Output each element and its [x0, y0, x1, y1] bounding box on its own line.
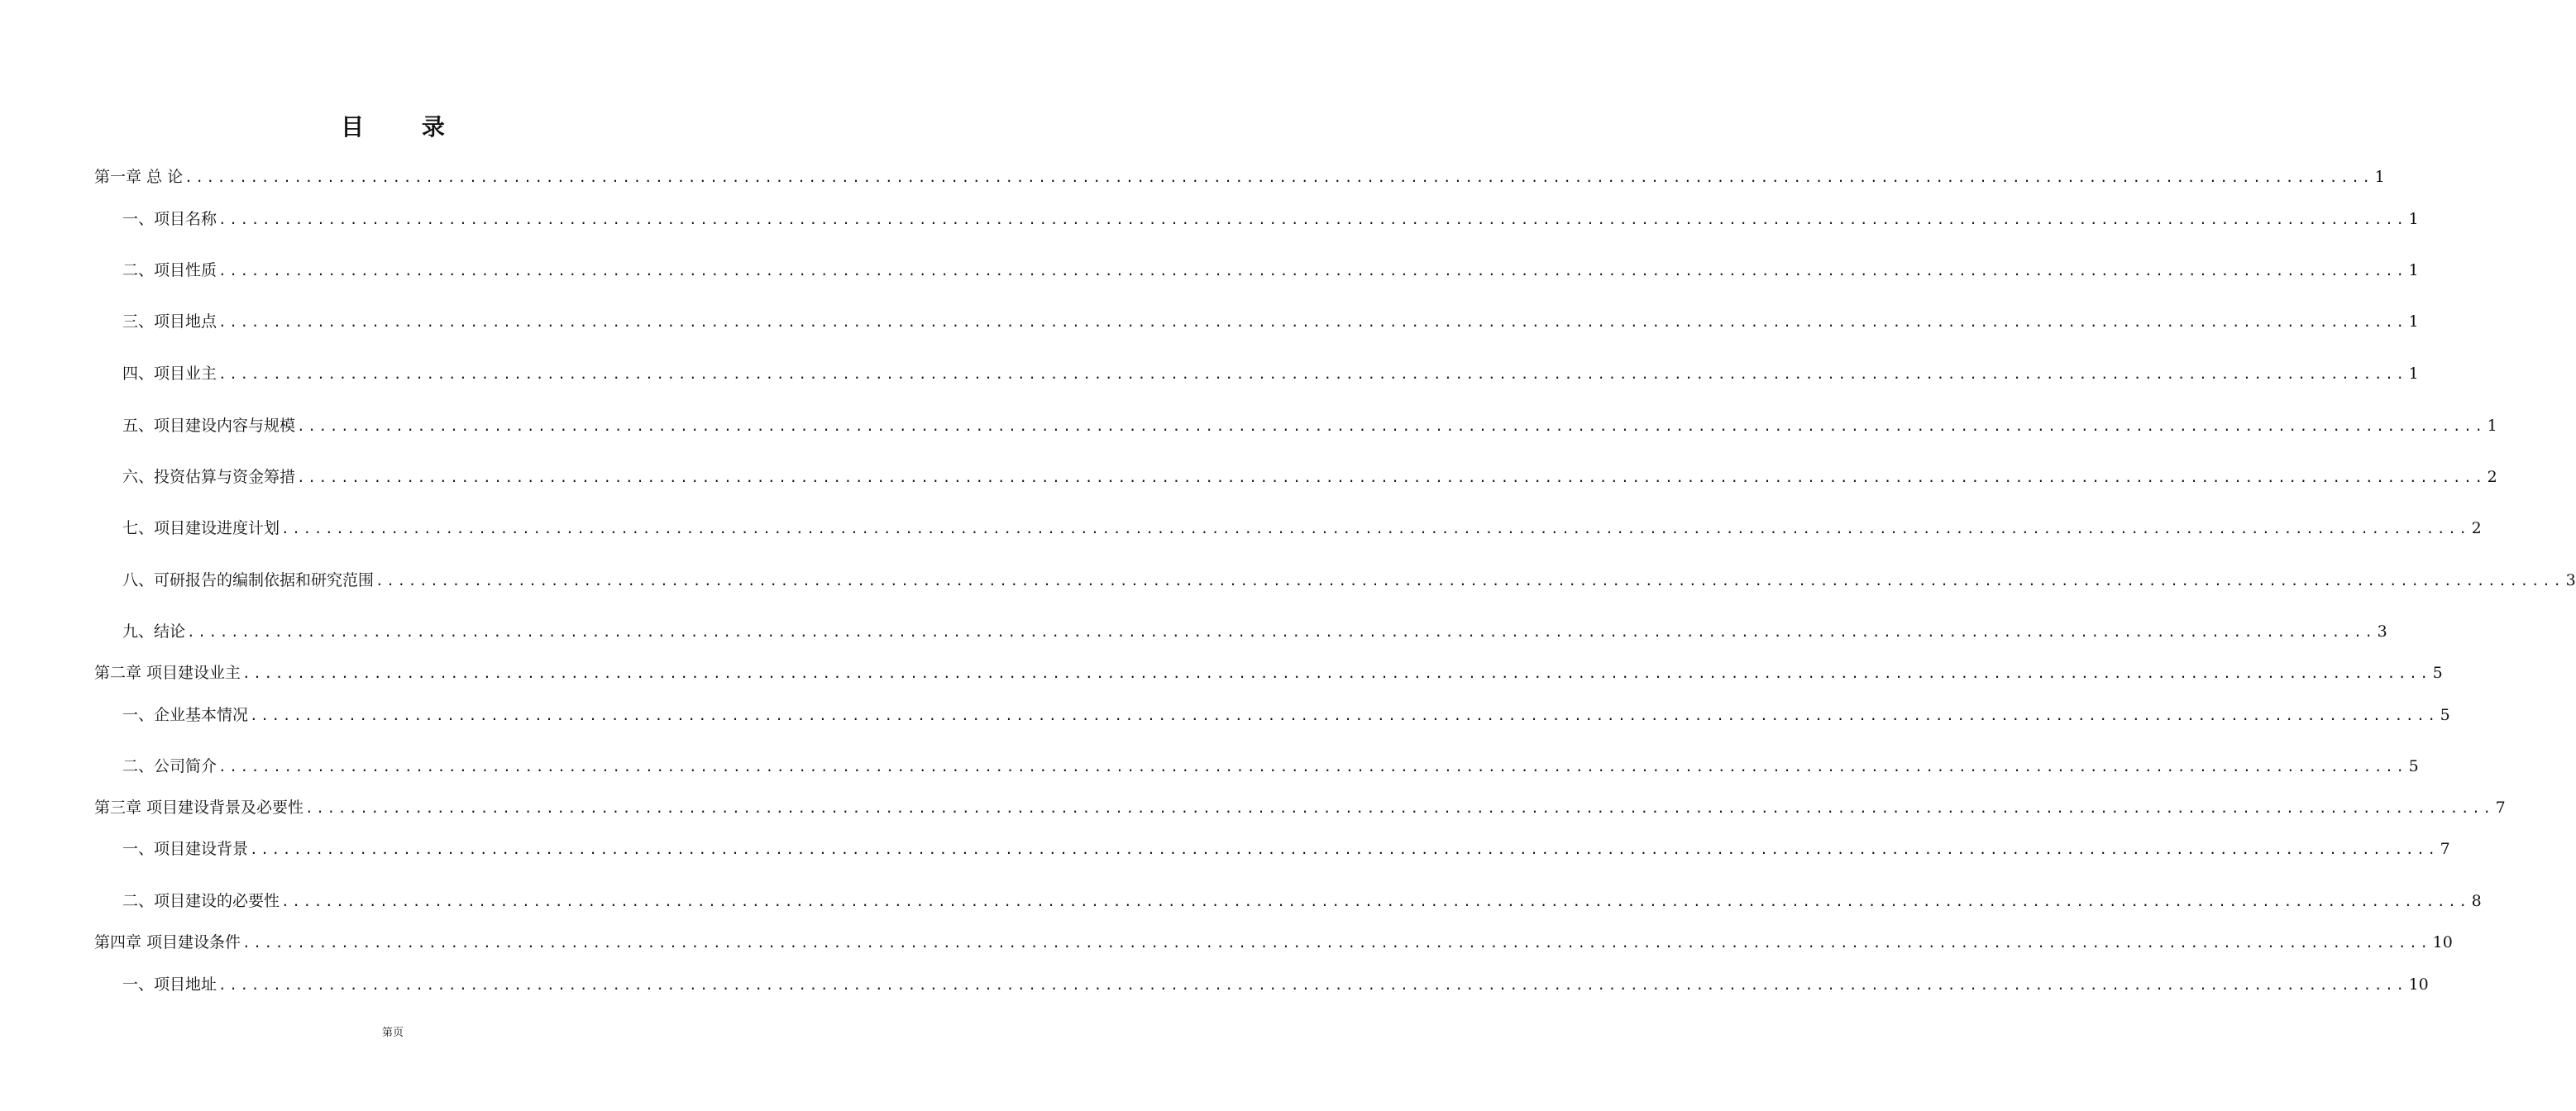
toc-entry-label: 第三章 项目建设背景及必要性: [94, 799, 304, 817]
toc-entry-label: 七、项目建设进度计划: [122, 519, 280, 537]
toc-entry-page-number: 3: [2377, 622, 2387, 641]
dot-leader: ........................................................................................................................................................................................................: [281, 894, 2470, 909]
dot-leader: ........................................................................................................................................................................................................: [184, 169, 2373, 185]
dot-leader: ........................................................................................................................................................................................................: [297, 418, 2486, 434]
toc-entry[interactable]: [122, 260, 2419, 282]
toc-entry[interactable]: [122, 363, 2419, 385]
dot-leader: ........................................................................................................................................................................................................: [187, 624, 2376, 640]
toc-entry-label: 六、投资估算与资金筹措: [122, 468, 296, 486]
toc-entry-label: 九、结论: [122, 622, 186, 641]
toc-entry-label: 五、项目建设内容与规模: [122, 417, 296, 435]
toc-entry-page-number: 1: [2374, 168, 2385, 186]
toc-entry-label: 第一章 总 论: [94, 168, 184, 186]
dot-leader: ........................................................................................................................................................................................................: [218, 759, 2407, 775]
dot-leader: ........................................................................................................................................................................................................: [218, 263, 2407, 279]
toc-entry[interactable]: [94, 797, 2506, 819]
toc-entry-label: 第二章 项目建设业主: [94, 664, 241, 682]
toc-entry-page-number: 1: [2408, 210, 2419, 228]
toc-entry[interactable]: [94, 166, 2385, 188]
toc-entry-page-number: 1: [2408, 365, 2419, 383]
dot-leader: ........................................................................................................................................................................................................: [281, 521, 2470, 536]
toc-entry-page-number: 10: [2408, 975, 2429, 994]
toc-entry-label: 一、企业基本情况: [122, 706, 249, 724]
toc-entry-page-number: 1: [2408, 312, 2419, 331]
toc-entry-page-number: 5: [2408, 757, 2419, 775]
toc-entry-label: 三、项目地点: [122, 312, 217, 331]
toc-entry[interactable]: [122, 621, 2387, 643]
toc-entry[interactable]: [94, 662, 2443, 684]
toc-entry[interactable]: [94, 932, 2453, 954]
toc-entry-label: 一、项目建设背景: [122, 840, 249, 858]
dot-leader: ........................................................................................................................................................................................................: [375, 573, 2564, 589]
toc-entry-label: 一、项目地址: [122, 975, 217, 994]
toc-entry-page-number: 2: [2487, 468, 2497, 486]
toc-entry-label: 二、项目建设的必要性: [122, 892, 280, 910]
dot-leader: ........................................................................................................................................................................................................: [218, 212, 2407, 227]
toc-entry-label: 二、公司简介: [122, 757, 217, 775]
toc-entry[interactable]: [122, 517, 2482, 540]
toc-entry[interactable]: [122, 311, 2419, 333]
toc-entry[interactable]: [122, 466, 2497, 489]
dot-leader: ........................................................................................................................................................................................................: [305, 800, 2494, 816]
toc-entry[interactable]: [122, 704, 2450, 727]
dot-leader: ........................................................................................................................................................................................................: [242, 935, 2431, 951]
page-title: 目 录: [341, 113, 470, 141]
toc-entry[interactable]: [122, 838, 2450, 861]
toc-entry[interactable]: [122, 208, 2419, 231]
dot-leader: ........................................................................................................................................................................................................: [242, 665, 2431, 681]
toc-entry-page-number: 8: [2471, 892, 2482, 910]
toc-entry[interactable]: [122, 974, 2429, 996]
toc-entry-label: 第四章 项目建设条件: [94, 933, 241, 951]
toc-entry-page-number: 1: [2408, 261, 2419, 279]
toc-entry-label: 一、项目名称: [122, 210, 217, 228]
toc-entry[interactable]: [122, 570, 2576, 592]
toc-entry-page-number: 5: [2432, 664, 2443, 682]
dot-leader: ........................................................................................................................................................................................................: [250, 842, 2439, 857]
toc-entry[interactable]: [122, 415, 2497, 437]
dot-leader: ........................................................................................................................................................................................................: [218, 366, 2407, 382]
toc-entry-page-number: 10: [2432, 933, 2453, 951]
dot-leader: ........................................................................................................................................................................................................: [218, 314, 2407, 330]
toc-entry[interactable]: [122, 756, 2419, 778]
toc-entry[interactable]: [122, 890, 2482, 913]
toc-entry-page-number: 1: [2487, 417, 2497, 435]
dot-leader: ........................................................................................................................................................................................................: [218, 977, 2407, 993]
toc-entry-label: 二、项目性质: [122, 261, 217, 279]
toc-entry-page-number: 2: [2471, 519, 2482, 537]
toc-entry-label: 八、可研报告的编制依据和研究范围: [122, 571, 375, 589]
dot-leader: ........................................................................................................................................................................................................: [250, 708, 2439, 723]
dot-leader: ........................................................................................................................................................................................................: [297, 470, 2486, 485]
page-footer: 第页: [381, 1027, 404, 1039]
toc-entry-page-number: 3: [2565, 571, 2576, 589]
toc-entry-label: 四、项目业主: [122, 365, 217, 383]
toc-entry-page-number: 7: [2440, 840, 2450, 858]
toc-entry-page-number: 7: [2495, 799, 2506, 817]
toc-entry-page-number: 5: [2440, 706, 2450, 724]
